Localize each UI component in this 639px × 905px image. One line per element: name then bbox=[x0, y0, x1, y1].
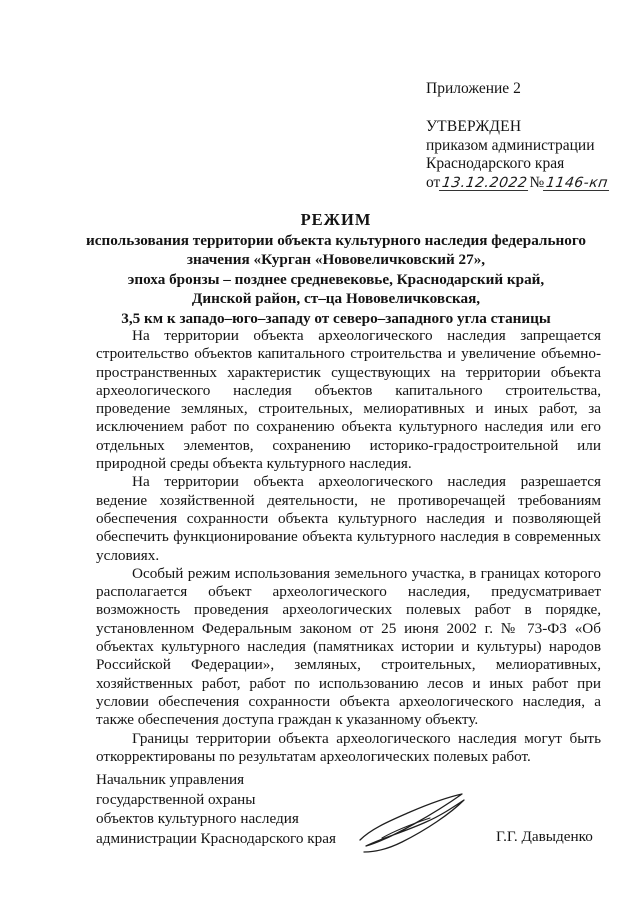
handwritten-signature-icon bbox=[352, 788, 472, 858]
title-line-2: значения «Курган «Нововеличковский 27», bbox=[186, 251, 486, 268]
title-line-4: Динской район, ст–ца Нововеличковская, bbox=[191, 290, 481, 307]
approval-date: 13.12.2022 bbox=[441, 174, 529, 191]
signer-name: Г.Г. Давыденко bbox=[496, 828, 593, 845]
signer-position bbox=[96, 770, 336, 848]
body-paragraph-1: На территории объекта археологического наследия запрещается строительство объектов капитального строительства и увеличение объемно-пространственных характеристик существующих на территории объекта археологического наследия объектов капитального строительства, проведение земляных, строительных, мелиоративных и иных работ, за исключением работ по сохранению объекта культурного наследия или его отдельных элементов, сохранению историко-градостроительной или природной среды объекта культурного наследия. bbox=[96, 327, 601, 473]
body-paragraph-3: Особый режим использования земельного участка, в границах которого располагается объект археологического наследия, предусматривает возможность проведения археологических полевых работ в порядке, установленном Федеральным законом от 25 июня 2002 г. № 73-ФЗ «Об объектах культурного наследия (памятниках истории и культуры) народов Российской Федерации», земляных, строительных, мелиоративных, хозяйственных работ, работ по использованию лесов и иных работ при условии обеспечения сохранности объекта археологического наследия, а также обеспечения доступа граждан к указанному объекту. bbox=[96, 564, 601, 729]
approved-line-1: приказом администрации bbox=[426, 136, 595, 154]
title-line-5: 3,5 км к западо–юго–западу от северо–западного угла станицы bbox=[121, 309, 551, 327]
approval-stamp bbox=[426, 118, 610, 193]
title-line-3: эпоха бронзы – позднее средневековье, Краснодарский край, bbox=[127, 270, 545, 288]
body-paragraph-2: На территории объекта археологического наследия разрешается ведение хозяйственной деятельности, не противоречащей требованиям обеспечения сохранности объекта культурного наследия и позволяющей обеспечить функционирование объекта культурного наследия в современных условиях. bbox=[96, 473, 601, 564]
approved-line-2: Краснодарского края bbox=[426, 155, 565, 172]
title-main: РЕЖИМ bbox=[300, 210, 372, 229]
position-line-3: объектов культурного наследия bbox=[96, 810, 299, 827]
appendix-label: Приложение 2 bbox=[426, 80, 521, 97]
document-body bbox=[96, 327, 601, 766]
position-line-2: государственной охраны bbox=[96, 790, 256, 808]
title-line-1: использования территории объекта культурного наследия федерального bbox=[86, 231, 586, 249]
document-title bbox=[60, 210, 612, 328]
position-line-1: Начальник управления bbox=[96, 771, 245, 788]
position-line-4: администрации Краснодарского края bbox=[96, 829, 336, 847]
body-paragraph-4: Границы территории объекта археологического наследия могут быть откорректированы по результатам археологических полевых работ. bbox=[96, 729, 601, 765]
number-prefix: № bbox=[529, 173, 545, 191]
date-prefix: от bbox=[426, 173, 441, 191]
approval-date-line bbox=[426, 174, 610, 193]
approved-word: УТВЕРЖДЕН bbox=[426, 118, 522, 135]
approval-number: 1146-кп bbox=[545, 174, 610, 191]
